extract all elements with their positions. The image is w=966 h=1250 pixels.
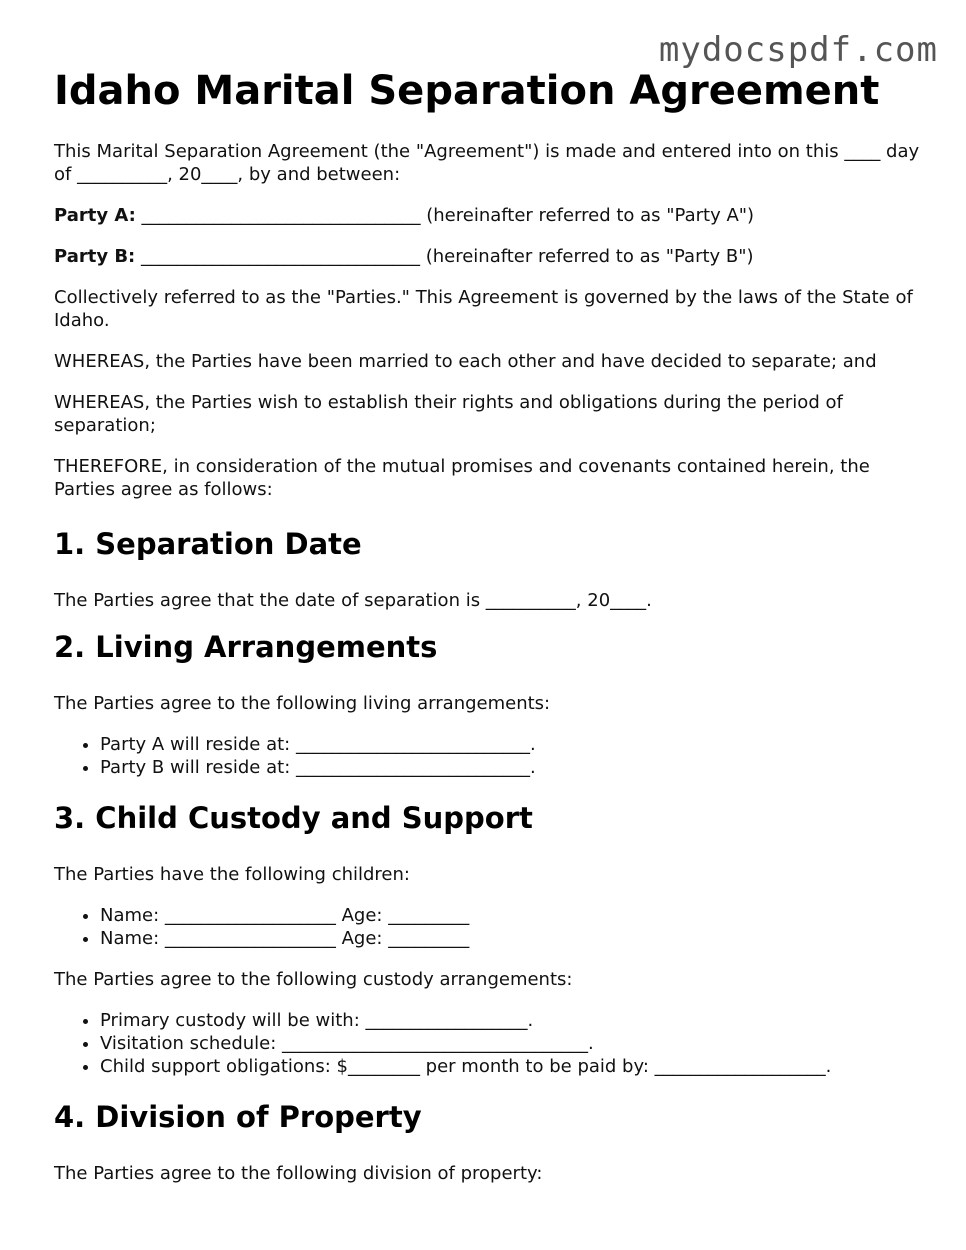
list-item: • Party B will reside at: __________________________. xyxy=(100,756,924,779)
intro-paragraph: This Marital Separation Agreement (the "Agreement") is made and entered into on this ____ day of __________, 20____, by and between: xyxy=(54,141,920,185)
section-text: The Parties agree that the date of separation is __________, 20____. xyxy=(54,590,652,611)
section-heading: 2. Living Arrangements xyxy=(54,630,438,664)
list-item: • Primary custody will be with: __________________. xyxy=(100,1009,924,1032)
list-item: • Child support obligations: $________ per month to be paid by: ___________________. xyxy=(100,1055,924,1078)
section-living-arrangements xyxy=(54,630,924,779)
living-list xyxy=(54,733,924,779)
section-division-of-property xyxy=(54,1100,924,1185)
section-heading: 1. Separation Date xyxy=(54,527,362,561)
therefore-paragraph: THEREFORE, in consideration of the mutual promises and covenants contained herein, the Parties agree as follows: xyxy=(54,456,870,500)
party-a-line xyxy=(54,204,924,227)
collective-paragraph: Collectively referred to as the "Parties." This Agreement is governed by the laws of the State of Idaho. xyxy=(54,287,913,331)
custody-list xyxy=(54,1009,924,1078)
party-b-line xyxy=(54,245,924,268)
section-heading: 3. Child Custody and Support xyxy=(54,801,533,835)
list-item: • Name: ___________________ Age: _________ xyxy=(100,927,924,950)
watermark: mydocspdf.com xyxy=(658,30,938,70)
section-separation-date xyxy=(54,527,924,612)
whereas-paragraph-2: WHEREAS, the Parties wish to establish their rights and obligations during the period of separation; xyxy=(54,392,843,436)
party-a-label: Party A: xyxy=(54,205,136,226)
list-item: • Name: ___________________ Age: _________ xyxy=(100,904,924,927)
document-title: Idaho Marital Separation Agreement xyxy=(54,68,880,114)
party-b-text: _______________________________ (hereinafter referred to as "Party B") xyxy=(135,246,754,267)
list-item: • Party A will reside at: __________________________. xyxy=(100,733,924,756)
section-text: The Parties agree to the following custody arrangements: xyxy=(54,969,573,990)
whereas-paragraph-1: WHEREAS, the Parties have been married to each other and have decided to separate; and xyxy=(54,351,877,372)
document-body xyxy=(54,68,924,1203)
list-item: • Visitation schedule: __________________________________. xyxy=(100,1032,924,1055)
section-text: The Parties have the following children: xyxy=(54,864,410,885)
party-b-label: Party B: xyxy=(54,246,136,267)
section-text: The Parties agree to the following division of property: xyxy=(54,1163,543,1184)
party-a-text: _______________________________ (hereinafter referred to as "Party A") xyxy=(135,205,755,226)
children-list xyxy=(54,904,924,950)
section-child-custody xyxy=(54,801,924,1078)
section-heading: 4. Division of Property xyxy=(54,1100,422,1134)
section-text: The Parties agree to the following living arrangements: xyxy=(54,693,551,714)
